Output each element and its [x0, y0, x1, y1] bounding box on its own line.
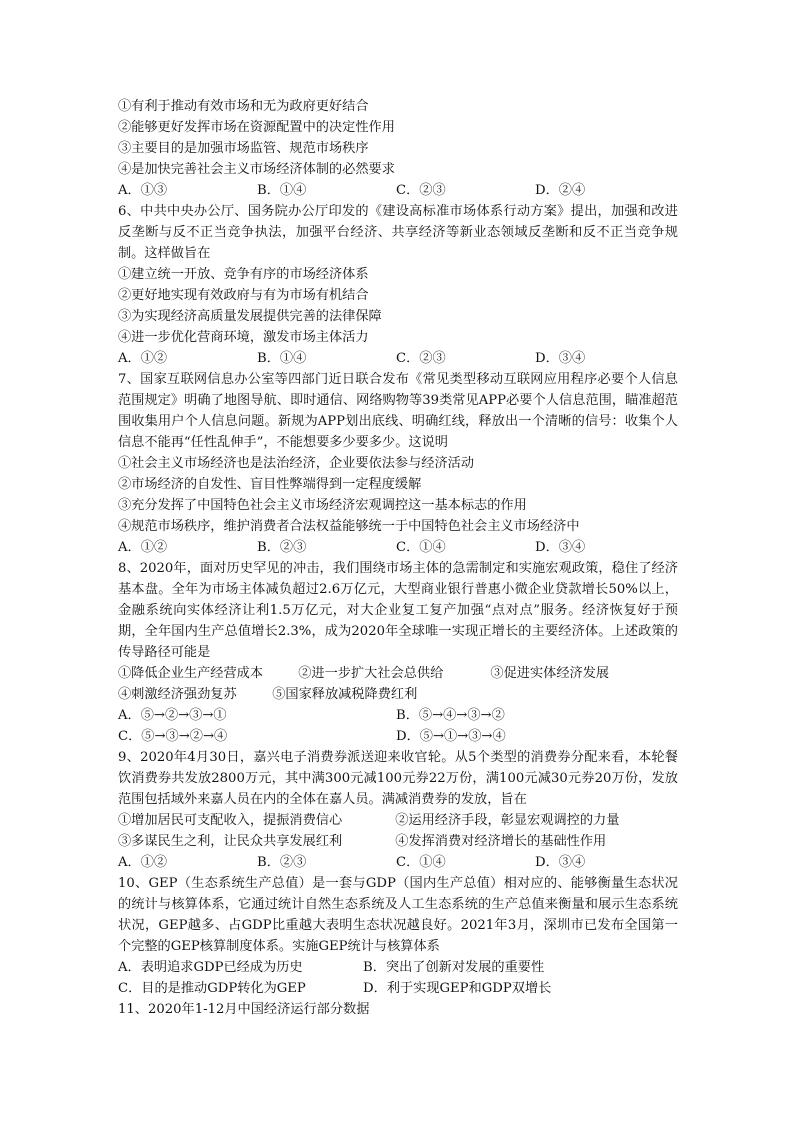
q9-item-3: ③多谋民生之利，让民众共享发展红利 [118, 834, 343, 849]
q5-tail [118, 96, 678, 201]
q8-option-c: C．⑤→③→②→④ [118, 729, 228, 744]
q6-stem: 6、中共中央办公厅、国务院办公厅印发的《建设高标准市场体系行动方案》提出，加强和改进反垄断与反不正当竞争执法，加强平台经济、共享经济等新业态领域反垄断和反不正当竞争规制。这样做旨在 [118, 204, 678, 261]
q8-items-row-2 [118, 684, 678, 705]
q7-option-c: C．①④ [396, 540, 446, 555]
question-11 [118, 999, 678, 1020]
q7-statement-1: ①社会主义市场经济也是法治经济，企业要依法参与经济活动 [118, 456, 475, 471]
question-10 [118, 873, 678, 999]
q5-statement-4: ④是加快完善社会主义市场经济体制的必然要求 [118, 162, 395, 177]
q11-stem: 11、2020年1-12月中国经济运行部分数据 [118, 1002, 370, 1017]
q7-option-b: B．②③ [257, 540, 307, 555]
q10-options-row-2 [118, 978, 678, 999]
q8-stem: 8、2020年，面对历史罕见的冲击，我们围绕市场主体的急需制定和实施宏观政策，稳住了经济基本盘。全年为市场主体减负超过2.6万亿元，大型商业银行普惠小微企业贷款增长50%以上，金融系统向实体经济让利1.5万亿元，对大企业复工复产加强“点对点”服务。经济恢复好于预期，全年国内生产总值增长2.3%，成为2020年全球唯一实现正增长的主要经济体。上述政策的传导路径可能是 [118, 561, 678, 660]
q10-option-b: B．突出了创新对发展的重要性 [363, 960, 545, 975]
q9-option-d: D．③④ [535, 855, 586, 870]
q7-statement-3: ③充分发挥了中国特色社会主义市场经济宏观调控这一基本标志的作用 [118, 498, 527, 513]
q6-statement-3: ③为实现经济高质量发展提供完善的法律保障 [118, 309, 382, 324]
q5-option-d: D．②④ [535, 183, 586, 198]
q9-stem: 9、2020年4月30日，嘉兴电子消费券派送迎来收官轮。从5个类型的消费券分配来看，本轮餐饮消费券共发放2800万元，其中满300元减100元券22万份，满100元减30元券20万份，发放范围包括域外来嘉人员在内的全体在嘉人员。满减消费券的发放，旨在 [118, 750, 678, 807]
q8-item-1: ①降低企业生产经营成本 [118, 666, 264, 681]
exam-page [118, 96, 678, 1020]
q8-option-d: D．⑤→①→③→④ [396, 729, 506, 744]
q10-option-a: A．表明追求GDP已经成为历史 [118, 960, 303, 975]
question-8 [118, 558, 678, 747]
q9-items-row-2 [118, 831, 678, 852]
q5-option-b: B．①④ [257, 183, 307, 198]
q5-statement-2: ②能够更好发挥市场在资源配置中的决定性作用 [118, 120, 395, 135]
q8-option-b: B．⑤→④→③→② [396, 708, 505, 723]
q7-option-d: D．③④ [535, 540, 586, 555]
q9-options [118, 852, 678, 873]
q6-option-b: B．①④ [257, 351, 307, 366]
q8-item-3: ③促进实体经济发展 [490, 666, 610, 681]
q7-statement-2: ②市场经济的自发性、盲目性弊端得到一定程度缓解 [118, 477, 422, 492]
q9-option-c: C．①④ [396, 855, 446, 870]
q5-options [118, 180, 678, 201]
q9-items-row-1 [118, 810, 678, 831]
q5-statement-1: ①有利于推动有效市场和无为政府更好结合 [118, 99, 369, 114]
q10-option-d: D．利于实现GEP和GDP双增长 [363, 981, 552, 996]
q9-option-a: A．①② [118, 855, 168, 870]
q7-stem: 7、国家互联网信息办公室等四部门近日联合发布《常见类型移动互联网应用程序必要个人信息范围规定》明确了地图导航、即时通信、网络购物等39类常见APP必要个人信息范围，瞄准超范围收集用户个人信息问题。新规为APP划出底线、明确红线，释放出一个清晰的信号：收集个人信息不能再“任性乱伸手”，不能想要多少要多少。这说明 [118, 372, 678, 450]
q6-statement-1: ①建立统一开放、竞争有序的市场经济体系 [118, 267, 369, 282]
q6-option-c: C．②③ [396, 351, 446, 366]
q9-item-2: ②运用经济手段，彰显宏观调控的力量 [395, 813, 620, 828]
question-9 [118, 747, 678, 873]
question-7 [118, 369, 678, 558]
q6-statement-4: ④进一步优化营商环境，激发市场主体活力 [118, 330, 369, 345]
q6-statement-2: ②更好地实现有效政府与有为市场有机结合 [118, 288, 369, 303]
q6-option-d: D．③④ [535, 351, 586, 366]
q10-stem: 10、GEP（生态系统生产总值）是一套与GDP（国内生产总值）相对应的、能够衡量生态状况的统计与核算体系，它通过统计自然生态系统及人工生态系统的生产总值来衡量和展示生态系统状况，GEP越多、占GDP比重越大表明生态状况越良好。2021年3月，深圳市已发布全国第一个完整的GEP核算制度体系。实施GEP统计与核算体系 [118, 876, 678, 954]
q9-item-4: ④发挥消费对经济增长的基础性作用 [395, 834, 607, 849]
q8-item-4: ④刺激经济强劲复苏 [118, 687, 237, 702]
q7-options [118, 537, 678, 558]
q10-option-c: C．目的是推动GDP转化为GEP [118, 981, 306, 996]
q7-option-a: A．①② [118, 540, 168, 555]
q5-option-c: C．②③ [396, 183, 446, 198]
q8-item-2: ②进一步扩大社会总供给 [298, 666, 444, 681]
q10-options-row-1 [118, 957, 678, 978]
q7-statement-4: ④规范市场秩序，维护消费者合法权益能够统一于中国特色社会主义市场经济中 [118, 519, 580, 534]
question-6 [118, 201, 678, 369]
q6-option-a: A．①② [118, 351, 168, 366]
q6-options [118, 348, 678, 369]
q8-items-row-1 [118, 663, 678, 684]
q9-item-1: ①增加居民可支配收入，提振消费信心 [118, 813, 343, 828]
q8-item-5: ⑤国家释放减税降费红利 [272, 687, 418, 702]
q8-options-row-1 [118, 705, 678, 726]
q5-statement-3: ③主要目的是加强市场监管、规范市场秩序 [118, 141, 369, 156]
q8-options-row-2 [118, 726, 678, 747]
q9-option-b: B．②③ [257, 855, 307, 870]
q8-option-a: A．⑤→②→③→① [118, 708, 227, 723]
q5-option-a: A．①③ [118, 183, 168, 198]
